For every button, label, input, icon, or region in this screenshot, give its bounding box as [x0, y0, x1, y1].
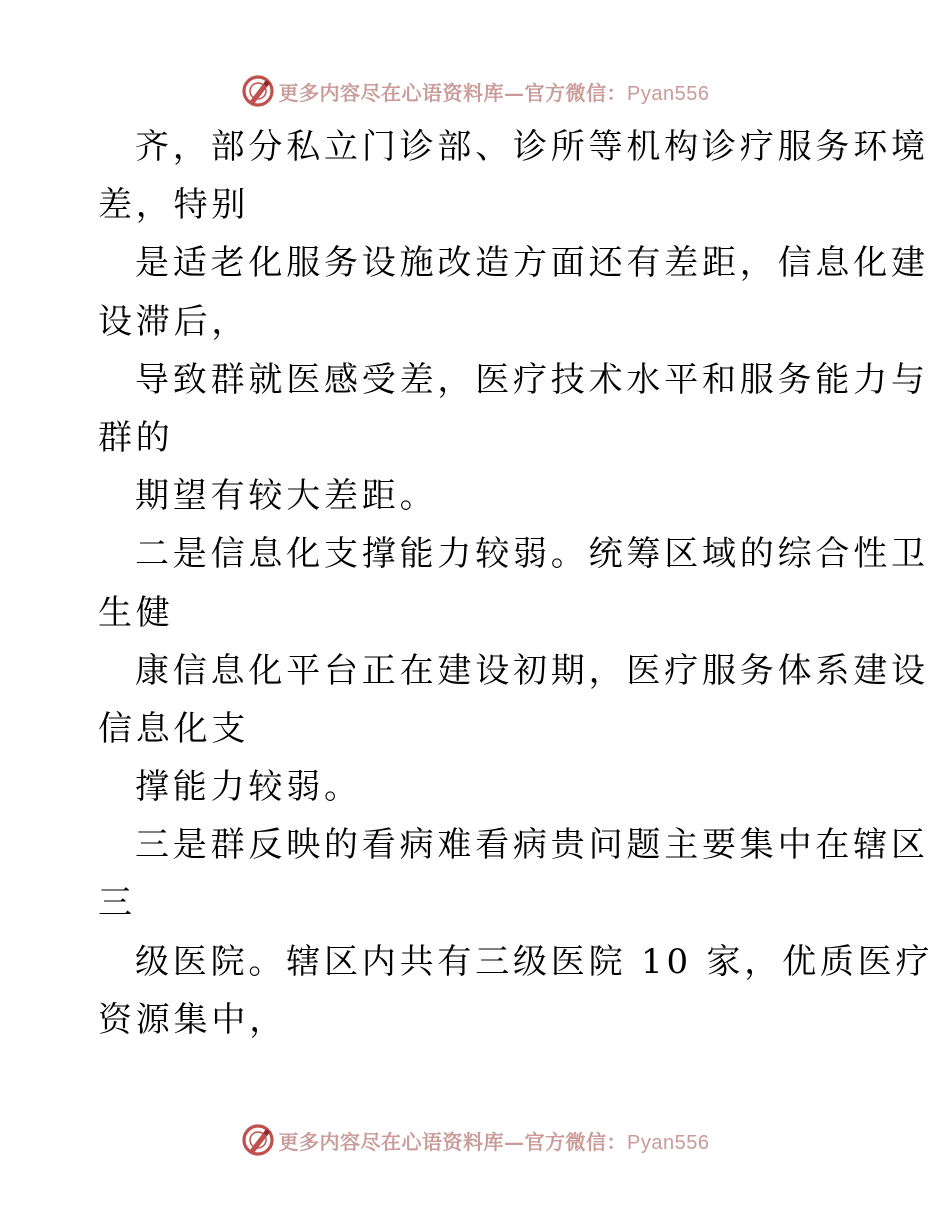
- footer-watermark: [0, 1120, 950, 1160]
- document-body: [98, 118, 934, 1049]
- text-line: 撑能力较弱。: [135, 767, 362, 808]
- text-line: 三: [98, 883, 136, 924]
- text-line: 二是信息化支撑能力较弱。统筹区域的综合性卫: [135, 534, 929, 575]
- text-line: 是适老化服务设施改造方面还有差距，信息化建: [135, 243, 929, 284]
- text-line: 导致群就医感受差，医疗技术水平和服务能力与: [135, 359, 929, 400]
- text-line: 生健: [98, 592, 174, 633]
- text-line: 设滞后，: [98, 301, 250, 342]
- header-watermark: [0, 71, 950, 111]
- text-line: 资源集中，: [98, 999, 287, 1040]
- text-line: 群的: [98, 417, 174, 458]
- text-line: 期望有较大差距。: [135, 476, 438, 517]
- text-line: 康信息化平台正在建设初期，医疗服务体系建设: [135, 650, 929, 691]
- text-line: 信息化支: [98, 708, 250, 749]
- text-line: 级医院。辖区内共有三级医院 10 家，优质医疗: [135, 941, 934, 982]
- watermark-text: 更多内容尽在心语资料库—官方微信：Pyan556: [278, 80, 710, 105]
- watermark-text: 更多内容尽在心语资料库—官方微信：Pyan556: [278, 1129, 710, 1154]
- text-line: 差，特别: [98, 185, 250, 226]
- pen-logo-icon: [241, 74, 275, 108]
- pen-logo-icon: [241, 1123, 275, 1157]
- text-line: 齐，部分私立门诊部、诊所等机构诊疗服务环境: [135, 127, 929, 167]
- text-line: 三是群反映的看病难看病贵问题主要集中在辖区: [135, 825, 929, 866]
